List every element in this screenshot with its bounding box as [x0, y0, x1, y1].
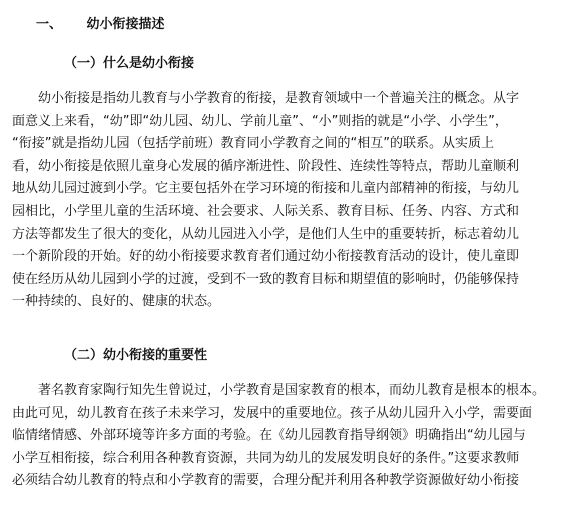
section-number: 一、 [36, 17, 63, 32]
paragraph-line: 一种持续的、良好的、健康的状态。 [12, 294, 221, 310]
paragraph-line: “衔接”就是指幼儿园（包括学前班）教育同小学教育之间的“相互”的联系。从实质上 [12, 136, 494, 152]
paragraph-line: 使在经历从幼儿园到小学的过渡，受到不一致的教育目标和期望值的影响时，仍能够保持 [12, 271, 520, 287]
paragraph-line: 著名教育家陶行知先生曾说过，小学教育是国家教育的根本，而幼儿教育是根本的根本。 [12, 383, 546, 398]
paragraph-line: 临情绪情感、外部环境等许多方面的考验。在《幼儿园教育指导纲领》明确指出“幼儿园与 [12, 428, 526, 444]
paragraph-line: 一个新阶段的开始。好的幼小衔接要求教育者们通过幼小衔接教育活动的设计，使儿童即 [12, 249, 520, 265]
paragraph-line: 由此可见，幼儿教育在孩子未来学习，发展中的重要地位。孩子从幼儿园升入小学，需要面 [12, 405, 533, 421]
paragraph-line: 方法等都发生了很大的变化，从幼儿园进入小学，是他们人生中的重要转折，标志着幼儿 [12, 226, 520, 242]
subsection-heading-2: （二）幼小衔接的重要性 [64, 348, 208, 363]
paragraph-line: 园相比，小学里儿童的生活环境、社会要求、人际关系、教育目标、任务、内容、方式和 [12, 203, 520, 219]
paragraph-line: 小学互相衔接，综合利用各种教育资源，共同为幼儿的发展发明良好的条件。”这要求教师 [12, 450, 520, 466]
section-heading [36, 13, 165, 32]
paragraph-line: 必须结合幼儿教育的特点和小学教育的需要，合理分配并利用各种教学资源做好幼小衔接 [12, 473, 520, 489]
paragraph-line: 面意义上来看，“幼”即“幼儿园、幼儿、学前儿童”、“小”则指的就是“小学、小学生”， [12, 113, 508, 129]
paragraph-line: 看，幼小衔接是依照儿童身心发展的循序渐进性、阶段性、连续性等特点，帮助儿童顺利 [12, 158, 520, 174]
page-cutoff-fade [0, 499, 576, 511]
paragraph-1 [12, 88, 576, 314]
section-title: 幼小衔接描述 [86, 17, 165, 32]
paragraph-2 [12, 380, 576, 493]
subsection-heading-1: （一）什么是幼小衔接 [64, 56, 195, 71]
paragraph-line: 地从幼儿园过渡到小学。它主要包括外在学习环境的衔接和儿童内部精神的衔接，与幼儿 [12, 181, 520, 197]
paragraph-line: 幼小衔接是指幼儿教育与小学教育的衔接，是教育领域中一个普遍关注的概念。从字 [12, 91, 520, 106]
